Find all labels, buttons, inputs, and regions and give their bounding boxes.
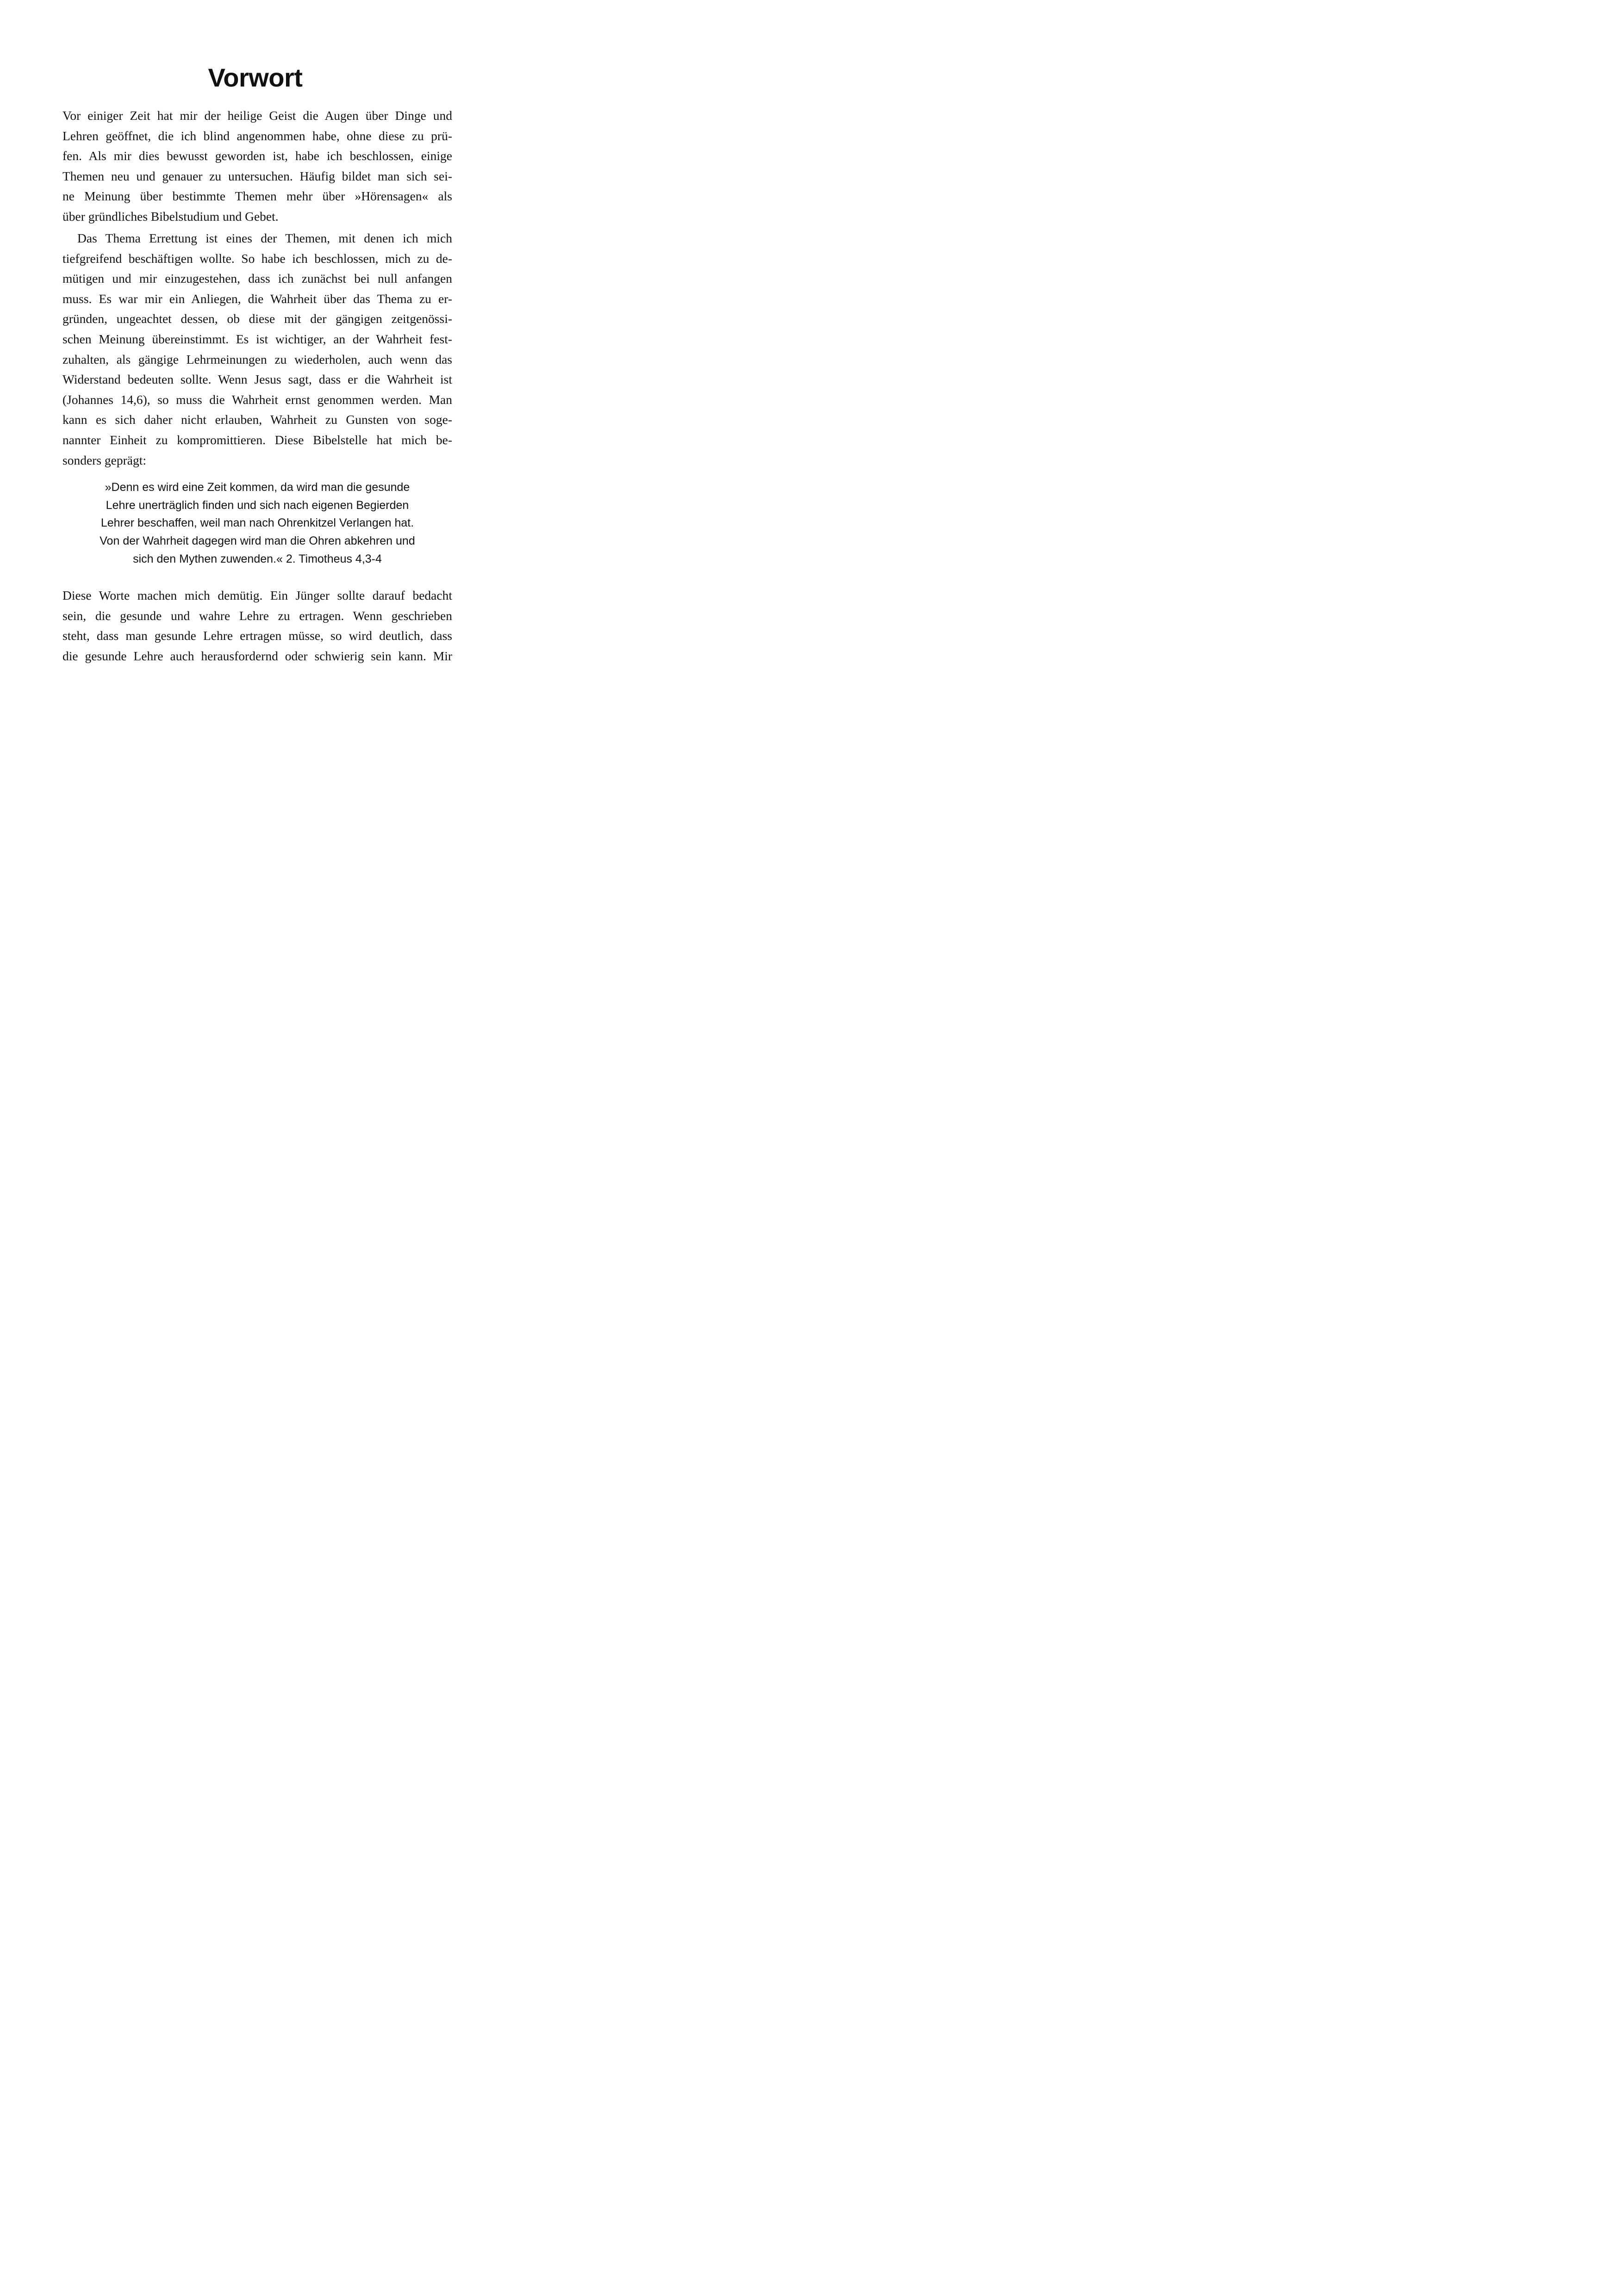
text-line: tiefgreifend beschäftigen wollte. So habe ich beschlossen, mich zu de- bbox=[62, 251, 452, 266]
quote-line: Lehre unerträglich finden und sich nach eigenen Begierden bbox=[106, 498, 409, 512]
text-line: Widerstand bedeuten sollte. Wenn Jesus sagt, dass er die Wahrheit ist bbox=[62, 372, 452, 387]
text-line: Themen neu und genauer zu untersuchen. Häufig bildet man sich sei- bbox=[62, 168, 452, 183]
text-line: über gründliches Bibelstudium und Gebet. bbox=[62, 209, 279, 223]
quote-line: Von der Wahrheit dagegen wird man die Ohren abkehren und bbox=[100, 534, 415, 548]
text-line: kann es sich daher nicht erlauben, Wahrheit zu Gunsten von soge- bbox=[62, 412, 452, 427]
quote-line: sich den Mythen zuwenden.« 2. Timotheus 4,3-4 bbox=[133, 552, 382, 565]
paragraph-salvation bbox=[62, 228, 452, 470]
text-line: ne Meinung über bestimmte Themen mehr über »Hörensagen« als bbox=[62, 189, 452, 204]
text-line: schen Meinung übereinstimmt. Es ist wichtiger, an der Wahrheit fest- bbox=[62, 331, 452, 346]
text-line: nannter Einheit zu kompromittieren. Diese Bibelstelle hat mich be- bbox=[62, 432, 452, 447]
text-line: steht, dass man gesunde Lehre ertragen müsse, so wird deutlich, dass bbox=[62, 628, 452, 643]
page-title: Vorwort bbox=[208, 63, 303, 92]
text-line: gründen, ungeachtet dessen, ob diese mit der gängigen zeitgenössi- bbox=[62, 311, 452, 326]
quote-line: »Denn es wird eine Zeit kommen, da wird man die gesunde bbox=[105, 481, 410, 494]
text-line: zuhalten, als gängige Lehrmeinungen zu wiederholen, auch wenn das bbox=[62, 352, 452, 366]
text-line: sein, die gesunde und wahre Lehre zu ertragen. Wenn geschrieben bbox=[62, 608, 452, 623]
text-line: muss. Es war mir ein Anliegen, die Wahrheit über das Thema zu er- bbox=[62, 291, 452, 306]
text-line: (Johannes 14,6), so muss die Wahrheit ernst genommen werden. Man bbox=[62, 392, 452, 407]
text-line: Lehren geöffnet, die ich blind angenommen habe, ohne diese zu prü- bbox=[62, 128, 452, 143]
paragraph-reflection bbox=[62, 585, 452, 666]
text-line: Das Thema Errettung ist eines der Themen, mit denen ich mich bbox=[77, 231, 452, 245]
text-line: fen. Als mir dies bewusst geworden ist, habe ich beschlossen, einige bbox=[62, 149, 452, 163]
quote-line: Lehrer beschaffen, weil man nach Ohrenkitzel Verlangen hat. bbox=[100, 516, 414, 530]
document-page bbox=[0, 0, 511, 724]
text-line: Vor einiger Zeit hat mir der heilige Geist die Augen über Dinge und bbox=[62, 108, 452, 123]
bible-quote bbox=[62, 478, 452, 568]
paragraph-intro bbox=[62, 105, 452, 227]
text-line: mütigen und mir einzugestehen, dass ich zunächst bei null anfangen bbox=[62, 271, 452, 286]
text-line: sonders geprägt: bbox=[62, 453, 146, 467]
text-line: Diese Worte machen mich demütig. Ein Jünger sollte darauf bedacht bbox=[62, 588, 452, 602]
text-line: die gesunde Lehre auch herausfordernd oder schwierig sein kann. Mir bbox=[62, 648, 452, 663]
